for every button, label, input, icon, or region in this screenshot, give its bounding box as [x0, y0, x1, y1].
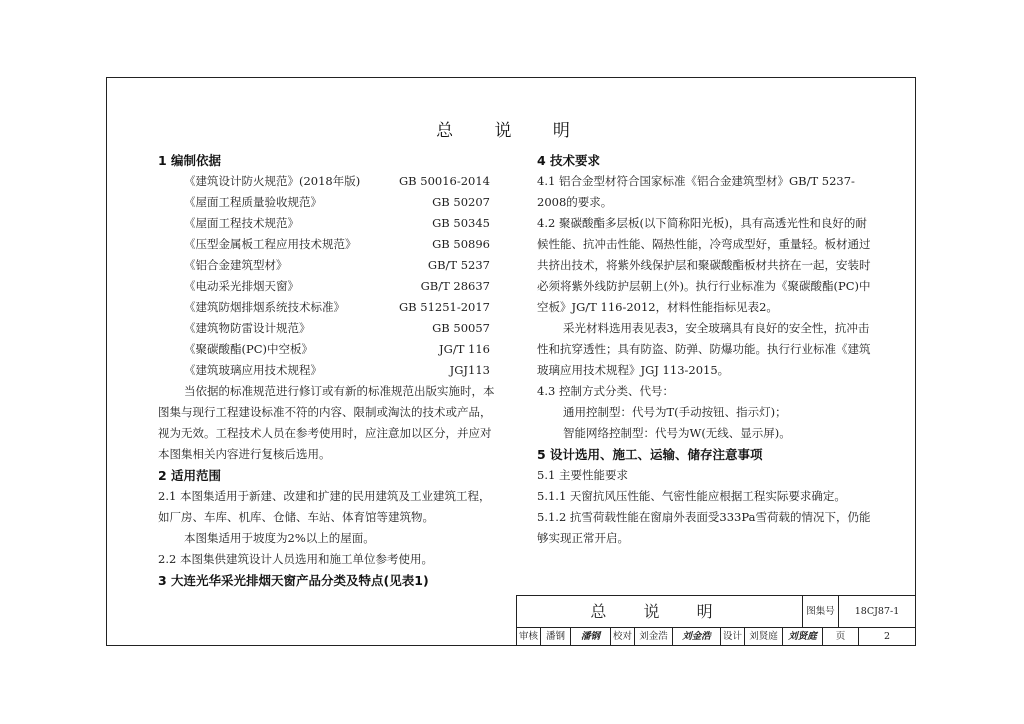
design-name: 刘贤庭 [745, 628, 783, 646]
section-1-note: 当依据的标准规范进行修订或有新的标准规范出版实施时，本图集与现行工程建设标准不符的内容、限制或淘汰的技术或产品，视为无效。工程技术人员在参考使用时，应注意加以区分，并应对本图集相关内容进行复核后选用。 [158, 384, 495, 461]
standard-row: 《建筑物防雷设计规范》 GB 50057 [184, 321, 490, 335]
section-1-heading: 1 编制依据 [158, 153, 222, 168]
section-4-1: 4.1 铝合金型材符合国家标准《铝合金建筑型材》GB/T 5237-2008的要求。 [537, 174, 855, 209]
standard-row: 《屋面工程技术规范》 GB 50345 [184, 216, 490, 230]
check-label: 校对 [611, 628, 635, 646]
design-label: 设计 [721, 628, 745, 646]
section-4-2-note: 采光材料选用表见表3，安全玻璃具有良好的安全性，抗冲击性和抗穿透性；具有防盗、防弹、防爆功能。执行行业标准《建筑玻璃应用技术规程》JGJ 113-2015。 [537, 321, 871, 377]
section-5-heading: 5 设计选用、施工、运输、储存注意事项 [537, 447, 763, 462]
review-name: 潘钢 [541, 628, 571, 646]
standard-row: 《建筑防烟排烟系统技术标准》 GB 51251-2017 [184, 300, 490, 314]
title-block-name: 总 说 明 [517, 596, 803, 628]
standard-row: 《电动采光排烟天窗》 GB/T 28637 [184, 279, 490, 293]
signature-row [517, 628, 915, 646]
design-signature: 刘贤庭 [783, 628, 823, 646]
right-column [537, 150, 877, 549]
section-2-heading: 2 适用范围 [158, 468, 222, 483]
standard-row: 《压型金属板工程应用技术规范》 GB 50896 [184, 237, 490, 251]
section-5-1: 5.1 主要性能要求 [537, 468, 628, 482]
review-label: 审核 [517, 628, 541, 646]
check-signature: 刘金浩 [673, 628, 721, 646]
atlas-number-label: 图集号 [803, 596, 839, 628]
section-4-heading: 4 技术要求 [537, 153, 601, 168]
standard-row: 《聚碳酸酯(PC)中空板》 JG/T 116 [184, 342, 490, 356]
atlas-number: 18CJ87-1 [839, 596, 915, 628]
section-4-3: 4.3 控制方式分类、代号： [537, 384, 674, 398]
section-2-1-note: 本图集适用于坡度为2%以上的屋面。 [184, 531, 375, 545]
section-5-1-1: 5.1.1 天窗抗风压性能、气密性能应根据工程实际要求确定。 [537, 489, 846, 503]
page-title: 总 说 明 [436, 121, 588, 141]
page-number: 2 [883, 631, 891, 642]
left-column [158, 150, 498, 591]
review-signature: 潘钢 [571, 628, 611, 646]
page-label: 页 [823, 628, 859, 646]
control-type-t: 通用控制型：代号为T(手动按钮、指示灯)； [563, 405, 787, 419]
section-3-heading: 3 大连光华采光排烟天窗产品分类及特点(见表1) [158, 573, 429, 588]
standard-row: 《铝合金建筑型材》 GB/T 5237 [184, 258, 490, 272]
section-2-1: 2.1 本图集适用于新建、改建和扩建的民用建筑及工业建筑工程，如厂房、车库、机库、仓储、车站、体育馆等建筑物。 [158, 489, 491, 524]
control-type-w: 智能网络控制型：代号为W(无线、显示屏)。 [563, 426, 791, 440]
check-name: 刘金浩 [635, 628, 673, 646]
section-2-2: 2.2 本图集供建筑设计人员选用和施工单位参考使用。 [158, 552, 433, 566]
section-5-1-2: 5.1.2 抗雪荷载性能在窗扇外表面受333Pa雪荷载的情况下，仍能够实现正常开启。 [537, 510, 871, 545]
standard-row: 《建筑玻璃应用技术规程》 JGJ113 [184, 363, 490, 377]
standards-list [158, 171, 498, 381]
standard-row: 《建筑设计防火规范》(2018年版) GB 50016-2014 [184, 174, 490, 188]
section-4-2: 4.2 聚碳酸酯多层板(以下简称阳光板)，具有高透光性和良好的耐候性能、抗冲击性能、隔热性能，冷弯成型好，重量轻。板材通过共挤出技术，将紫外线保护层和聚碳酸酯板材共挤在一起，安装时必须将紫外线防护层朝上(外)。执行行业标准为《聚碳酸酯(PC)中空板》JG/T 116-2012，材料性能指标见表2。 [537, 216, 871, 314]
standard-row: 《屋面工程质量验收规范》 GB 50207 [184, 195, 490, 209]
title-block [516, 595, 916, 646]
